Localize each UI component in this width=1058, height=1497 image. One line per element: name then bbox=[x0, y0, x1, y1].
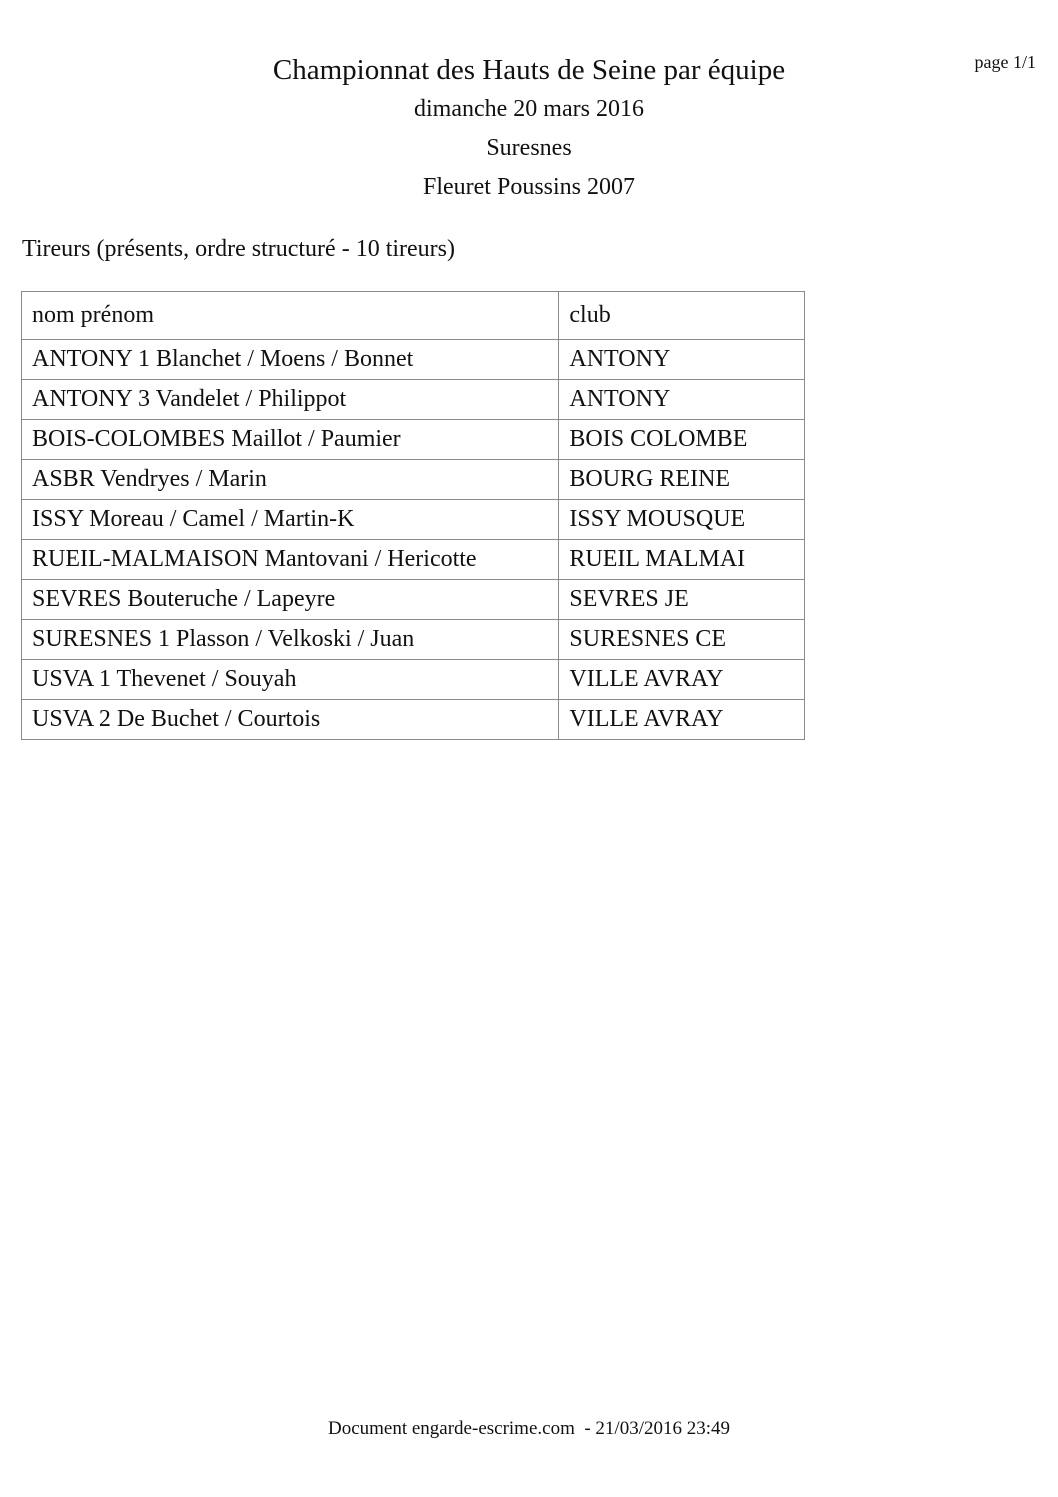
document-header bbox=[0, 50, 1058, 207]
team-name-cell: BOIS-COLOMBES Maillot / Paumier bbox=[22, 420, 559, 460]
table-row bbox=[22, 620, 805, 660]
table-header-row bbox=[22, 292, 805, 340]
competition-location: Suresnes bbox=[486, 135, 572, 161]
competition-category: Fleuret Poussins 2007 bbox=[422, 174, 635, 200]
club-cell: VILLE AVRAY bbox=[559, 700, 805, 740]
team-name-cell: USVA 1 Thevenet / Souyah bbox=[22, 660, 559, 700]
fencers-section-heading: Tireurs (présents, ordre structuré - 10 tireurs) bbox=[22, 236, 455, 262]
table-row bbox=[22, 420, 805, 460]
team-name-cell: ANTONY 3 Vandelet / Philippot bbox=[22, 380, 559, 420]
team-name-cell: ISSY Moreau / Camel / Martin-K bbox=[22, 500, 559, 540]
team-name-cell: ANTONY 1 Blanchet / Moens / Bonnet bbox=[22, 340, 559, 380]
club-cell: BOIS COLOMBE bbox=[559, 420, 805, 460]
document-footer: Document engarde-escrime.com - 21/03/2016 23:49 bbox=[327, 1418, 731, 1439]
club-cell: SEVRES JE bbox=[559, 580, 805, 620]
table-row bbox=[22, 500, 805, 540]
column-header-club: club bbox=[559, 292, 805, 340]
club-cell: BOURG REINE bbox=[559, 460, 805, 500]
club-cell: ANTONY bbox=[559, 340, 805, 380]
team-name-cell: USVA 2 De Buchet / Courtois bbox=[22, 700, 559, 740]
team-name-cell: SEVRES Bouteruche / Lapeyre bbox=[22, 580, 559, 620]
table-row bbox=[22, 340, 805, 380]
competition-title: Championnat des Hauts de Seine par équipe bbox=[272, 54, 786, 86]
club-cell: ANTONY bbox=[559, 380, 805, 420]
competition-date: dimanche 20 mars 2016 bbox=[414, 96, 644, 122]
page-number: page 1/1 bbox=[974, 52, 1036, 72]
club-cell: VILLE AVRAY bbox=[559, 660, 805, 700]
table-row bbox=[22, 540, 805, 580]
club-cell: RUEIL MALMAI bbox=[559, 540, 805, 580]
table-row bbox=[22, 700, 805, 740]
table-row bbox=[22, 460, 805, 500]
table-row bbox=[22, 380, 805, 420]
fencers-table bbox=[21, 291, 805, 740]
team-name-cell: RUEIL-MALMAISON Mantovani / Hericotte bbox=[22, 540, 559, 580]
column-header-name: nom prénom bbox=[22, 292, 559, 340]
club-cell: ISSY MOUSQUE bbox=[559, 500, 805, 540]
table-row bbox=[22, 660, 805, 700]
table-row bbox=[22, 580, 805, 620]
team-name-cell: ASBR Vendryes / Marin bbox=[22, 460, 559, 500]
team-name-cell: SURESNES 1 Plasson / Velkoski / Juan bbox=[22, 620, 559, 660]
club-cell: SURESNES CE bbox=[559, 620, 805, 660]
